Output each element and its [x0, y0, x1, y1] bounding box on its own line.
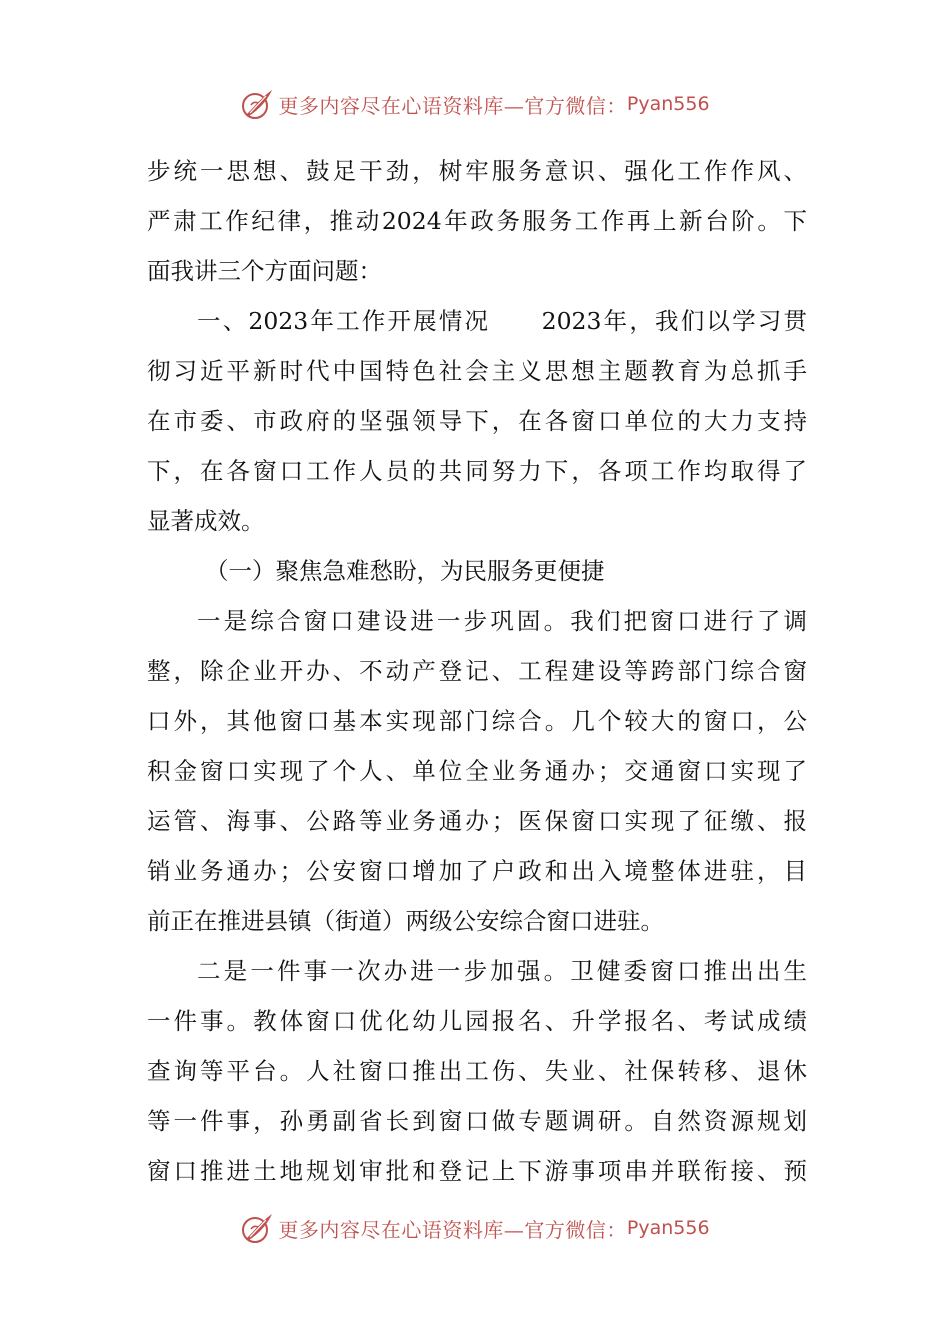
quill-logo-icon	[240, 87, 274, 121]
text-line: 一是综合窗口建设进一步巩固。我们把窗口进行了调	[197, 607, 807, 635]
text-line: 整，除企业开办、不动产登记、工程建设等跨部门综合窗	[147, 657, 807, 685]
text-line: 在市委、市政府的坚强领导下，在各窗口单位的大力支持	[147, 407, 807, 435]
text-line: 口外，其他窗口基本实现部门综合。几个较大的窗口，公	[147, 707, 807, 735]
watermark-account: Pyan556	[626, 1217, 710, 1239]
watermark-text: 更多内容尽在心语资料库—官方微信：	[278, 93, 627, 118]
text-line: 销业务通办；公安窗口增加了户政和出入境整体进驻，目	[147, 857, 807, 885]
text-line: 下，在各窗口工作人员的共同努力下，各项工作均取得了	[147, 457, 807, 485]
text-line: 前正在推进县镇（街道）两级公安综合窗口进驻。	[147, 907, 664, 935]
text-line: 窗口推进土地规划审批和登记上下游事项串并联衔接、预	[147, 1157, 807, 1185]
text-line: 彻习近平新时代中国特色社会主义思想主题教育为总抓手	[147, 357, 807, 385]
text-line: 二是一件事一次办进一步加强。卫健委窗口推出出生	[197, 957, 807, 985]
text-line: 等一件事，孙勇副省长到窗口做专题调研。自然资源规划	[147, 1107, 807, 1135]
text-line: 运管、海事、公路等业务通办；医保窗口实现了征缴、报	[147, 807, 807, 835]
footer-watermark	[0, 1208, 950, 1248]
section-heading-line: 一、2023年工作开展情况 2023年，我们以学习贯	[197, 307, 807, 335]
text-line: 面我讲三个方面问题：	[147, 257, 382, 285]
text-line: 一件事。教体窗口优化幼儿园报名、升学报名、考试成绩	[147, 1007, 807, 1035]
document-body	[147, 146, 807, 1196]
header-watermark	[0, 84, 950, 124]
text-line: 步统一思想、鼓足干劲，树牢服务意识、强化工作作风、	[147, 157, 807, 185]
watermark-text: 更多内容尽在心语资料库—官方微信：	[278, 1217, 627, 1242]
quill-logo-icon	[240, 1211, 274, 1245]
watermark-account: Pyan556	[626, 93, 710, 115]
subsection-heading: （一）聚焦急难愁盼，为民服务更便捷	[205, 557, 605, 585]
text-line: 积金窗口实现了个人、单位全业务通办；交通窗口实现了	[147, 757, 807, 785]
text-line: 查询等平台。人社窗口推出工伤、失业、社保转移、退休	[147, 1057, 807, 1085]
text-line: 显著成效。	[147, 507, 265, 535]
text-line: 严肃工作纪律，推动2024年政务服务工作再上新台阶。下	[147, 207, 807, 235]
